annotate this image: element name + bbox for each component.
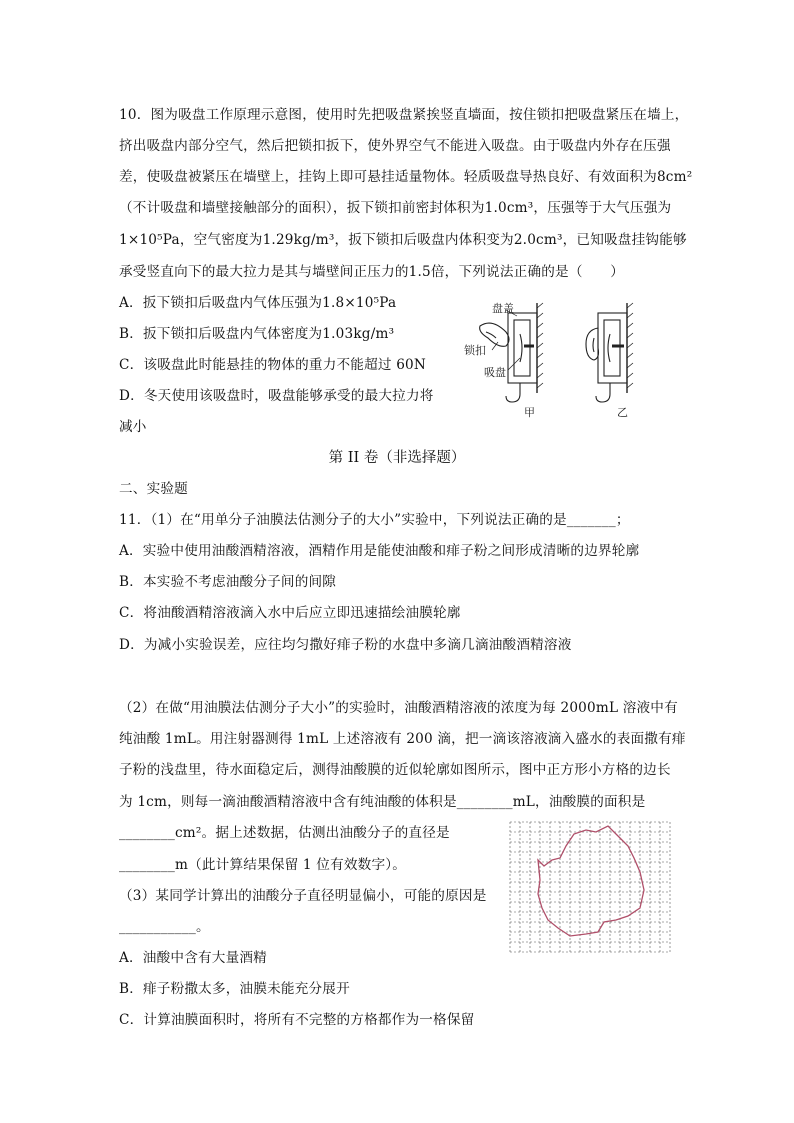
q10-option-d: D．冬天使用该吸盘时，吸盘能够承受的最大拉力将 [119, 388, 434, 404]
q11-option-a: A．实验中使用油酸酒精溶液，酒精作用是能使油酸和痱子粉之间形成清晰的边界轮廓 [119, 543, 640, 559]
q10-option-d-cont: 减小 [119, 419, 147, 435]
label-jia: 甲 [524, 406, 535, 419]
q11-part2-line-2: 纯油酸 1mL。用注射器测得 1mL 上述溶液有 200 滴，把一滴该溶液滴入盛水的表面撒有痱 [119, 731, 686, 747]
q11-part3-option-a: A．油酸中含有大量酒精 [119, 950, 267, 966]
q11-part2-line-5: ________cm²。据上述数据，估测出油酸分子的直径是 [119, 825, 450, 841]
q10-option-c: C．该吸盘此时能悬挂的物体的重力不能超过 60N [119, 357, 426, 373]
label-pangai: 盘盖 [492, 302, 514, 315]
label-suokou: 锁扣 [464, 344, 486, 357]
q11-part2-line-1: （2）在做“用油膜法估测分子大小”的实验时，油酸酒精溶液的浓度为每 2000mL 溶液中有 [119, 700, 678, 716]
q11-part3-option-b: B．痱子粉撒太多，油膜未能充分展开 [119, 981, 350, 997]
q10-line-1: 10．图为吸盘工作原理示意图，使用时先把吸盘紧挨竖直墙面，按住锁扣把吸盘紧压在墙上， [119, 107, 689, 123]
oil-film-grid-figure [508, 820, 672, 956]
q11-part2-line-6: ________m（此计算结果保留 1 位有效数字）。 [119, 857, 407, 873]
suction-cup-figure [462, 298, 667, 423]
q11-option-b: B．本实验不考虑油酸分子间的间隙 [119, 574, 337, 590]
q11-part1: 11．（1）在“用单分子油膜法估测分子的大小”实验中，下列说法正确的是_______； [119, 512, 630, 528]
q11-option-c: C．将油酸酒精溶液滴入水中后应立即迅速描绘油膜轮廓 [119, 605, 461, 621]
q10-option-b: B．扳下锁扣后吸盘内气体密度为1.03kg/m³ [119, 326, 395, 342]
section-heading: 二、实验题 [119, 481, 188, 497]
q10-line-5: 1×10⁵Pa，空气密度为1.29kg/m³，扳下锁扣后吸盘内体积变为2.0cm³，已知吸盘挂钩能够 [119, 232, 687, 248]
q10-line-3: 差，使吸盘被紧压在墙壁上，挂钩上即可悬挂适量物体。轻质吸盘导热良好、有效面积为8cm² [119, 169, 693, 185]
q11-part2-line-4: 为 1cm，则每一滴油酸酒精溶液中含有纯油酸的体积是________mL，油酸膜的面积是 [119, 794, 646, 810]
q11-option-d: D．为减小实验误差，应往均匀撒好痱子粉的水盘中多滴几滴油酸酒精溶液 [119, 637, 572, 653]
q11-part3-line-2: ___________。 [119, 919, 210, 935]
q10-line-6: 承受竖直向下的最大拉力是其与墙壁间正压力的1.5倍，下列说法正确的是（ ） [119, 264, 624, 280]
q10-line-4: （不计吸盘和墙壁接触部分的面积），扳下锁扣前密封体积为1.0cm³，压强等于大气压强为 [119, 200, 672, 216]
q10-option-a: A．扳下锁扣后吸盘内气体压强为1.8×10⁵Pa [119, 295, 397, 311]
label-xipan: 吸盘 [484, 366, 506, 379]
q11-part2-line-3: 子粉的浅盘里，待水面稳定后，测得油酸膜的近似轮廓如图所示，图中正方形小方格的边长 [119, 762, 671, 778]
q11-part3-line-1: （3）某同学计算出的油酸分子直径明显偏小，可能的原因是 [119, 888, 487, 904]
q11-part3-option-c: C．计算油膜面积时，将所有不完整的方格都作为一格保留 [119, 1012, 475, 1028]
oil-film-outline [538, 826, 644, 936]
section-title: 第 II 卷（非选择题） [328, 450, 466, 466]
label-yi: 乙 [617, 406, 628, 419]
q10-line-2: 挤出吸盘内部分空气，然后把锁扣扳下，使外界空气不能进入吸盘。由于吸盘内外存在压强 [119, 138, 671, 154]
